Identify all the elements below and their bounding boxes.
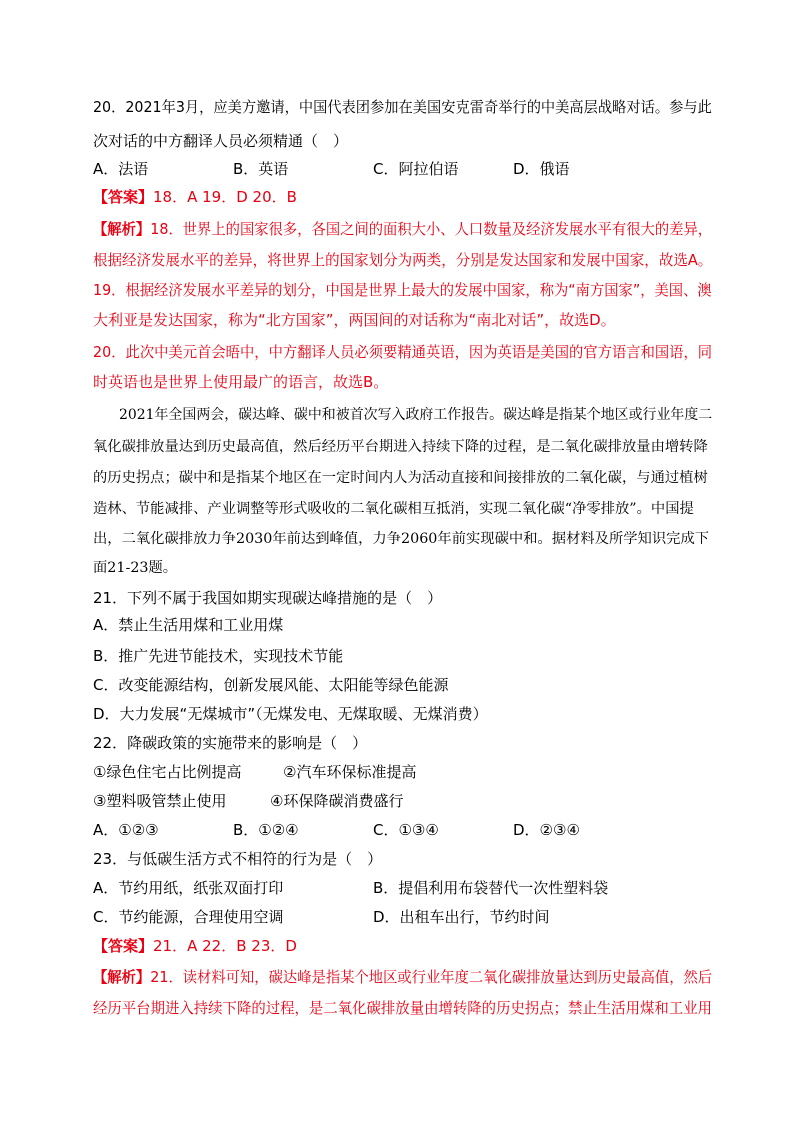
q22-option-a: A．①②③ [93, 821, 159, 839]
answer-text: 21．A 22．B 23．D [153, 937, 297, 955]
q23-option-d: D．出租车出行，节约时间 [373, 908, 550, 926]
material-line4: 造林、节能减排、产业调整等形式吸收的二氧化碳相互抵消，实现二氧化碳“净零排放”。中国提 [93, 501, 694, 517]
analysis-text: 18．世界上的国家很多，各国之间的面积大小、人口数量及经济发展水平有很大的差异， [150, 220, 713, 238]
analysis-tag: 【解析】 [93, 220, 151, 238]
q22-option-b: B．①②④ [233, 821, 299, 839]
answer-block-2 [93, 936, 297, 956]
q20-option-b: B．英语 [233, 160, 289, 178]
material-line5: 出，二氧化碳排放力争2030年前达到峰值，力争2060年前实现碳中和。据材料及所学知识完成下 [93, 531, 710, 547]
q21-option-b: B．推广先进节能技术，实现技术节能 [93, 647, 344, 665]
q20-stem-line1: 20．2021年3月，应美方邀请，中国代表团参加在美国安克雷奇举行的中美高层战略对话。参与此 [93, 98, 712, 116]
analysis-1-line2: 根据经济发展水平的差异，将世界上的国家划分为两类，分别是发达国家和发展中国家，故选A。 [93, 251, 713, 269]
analysis-text: 21．读材料可知，碳达峰是指某个地区或行业年度二氧化碳排放量达到历史最高值，然后 [150, 968, 713, 986]
answer-block-1 [93, 187, 297, 207]
answer-tag: 【答案】 [93, 188, 154, 206]
q23-option-b: B．提倡利用布袋替代一次性塑料袋 [373, 879, 609, 897]
q22-stem: 22．降碳政策的实施带来的影响是（ ） [93, 734, 368, 752]
q20-option-c: C．阿拉伯语 [373, 160, 459, 178]
q22-item-2: ②汽车环保标准提高 [283, 763, 417, 781]
q23-stem: 23．与低碳生活方式不相符的行为是（ ） [93, 850, 383, 868]
material-line2: 氧化碳排放量达到历史最高值，然后经历平台期进入持续下降的过程，是二氧化碳排放量由增转降 [93, 439, 708, 455]
q22-item-1: ①绿色住宅占比例提高 [93, 763, 242, 781]
analysis-2-line1 [93, 967, 712, 987]
q23-option-a: A．节约用纸，纸张双面打印 [93, 879, 284, 897]
q22-item-3: ③塑料吸管禁止使用 [93, 792, 227, 810]
analysis-1-line5: 20．此次中美元首会晤中，中方翻译人员必须要精通英语，因为英语是美国的官方语言和国语，同 [93, 343, 713, 361]
q21-option-c: C．改变能源结构，创新发展风能、太阳能等绿色能源 [93, 676, 449, 694]
q20-option-a: A．法语 [93, 160, 149, 178]
q20-option-d: D．俄语 [513, 160, 570, 178]
analysis-1-line6: 时英语也是世界上使用最广的语言，故选B。 [93, 373, 389, 391]
q22-option-c: C．①③④ [373, 821, 439, 839]
analysis-2-line2: 经历平台期进入持续下降的过程，是二氧化碳排放量由增转降的历史拐点；禁止生活用煤和工业用 [93, 999, 713, 1017]
analysis-1-line3: 19．根据经济发展水平差异的划分，中国是世界上最大的发展中国家，称为“南方国家”，美国、澳 [93, 281, 712, 299]
q21-stem: 21．下列不属于我国如期实现碳达峰措施的是（ ） [93, 589, 443, 607]
q21-option-d: D．大力发展“无煤城市”（无煤发电、无煤取暖、无煤消费） [93, 705, 488, 723]
q20-stem-line2: 次对话的中方翻译人员必须精通（ ） [93, 132, 349, 150]
material-line1: 2021年全国两会，碳达峰、碳中和被首次写入政府工作报告。碳达峰是指某个地区或行业年度二 [119, 407, 713, 423]
q23-option-c: C．节约能源，合理使用空调 [93, 908, 284, 926]
material-line6: 面21-23题。 [93, 560, 178, 576]
q21-option-a: A．禁止生活用煤和工业用煤 [93, 616, 284, 634]
answer-tag: 【答案】 [93, 937, 154, 955]
answer-text: 18．A 19．D 20．B [153, 188, 297, 206]
q22-item-4: ④环保降碳消费盛行 [270, 792, 404, 810]
analysis-1-line1 [93, 219, 712, 239]
analysis-1-line4: 大利亚是发达国家，称为“北方国家”，两国间的对话称为“南北对话”，故选D。 [93, 311, 616, 329]
analysis-tag: 【解析】 [93, 968, 151, 986]
material-line3: 的历史拐点；碳中和是指某个地区在一定时间内人为活动直接和间接排放的二氧化碳，与通过植树 [93, 470, 708, 486]
q22-option-d: D．②③④ [513, 821, 580, 839]
